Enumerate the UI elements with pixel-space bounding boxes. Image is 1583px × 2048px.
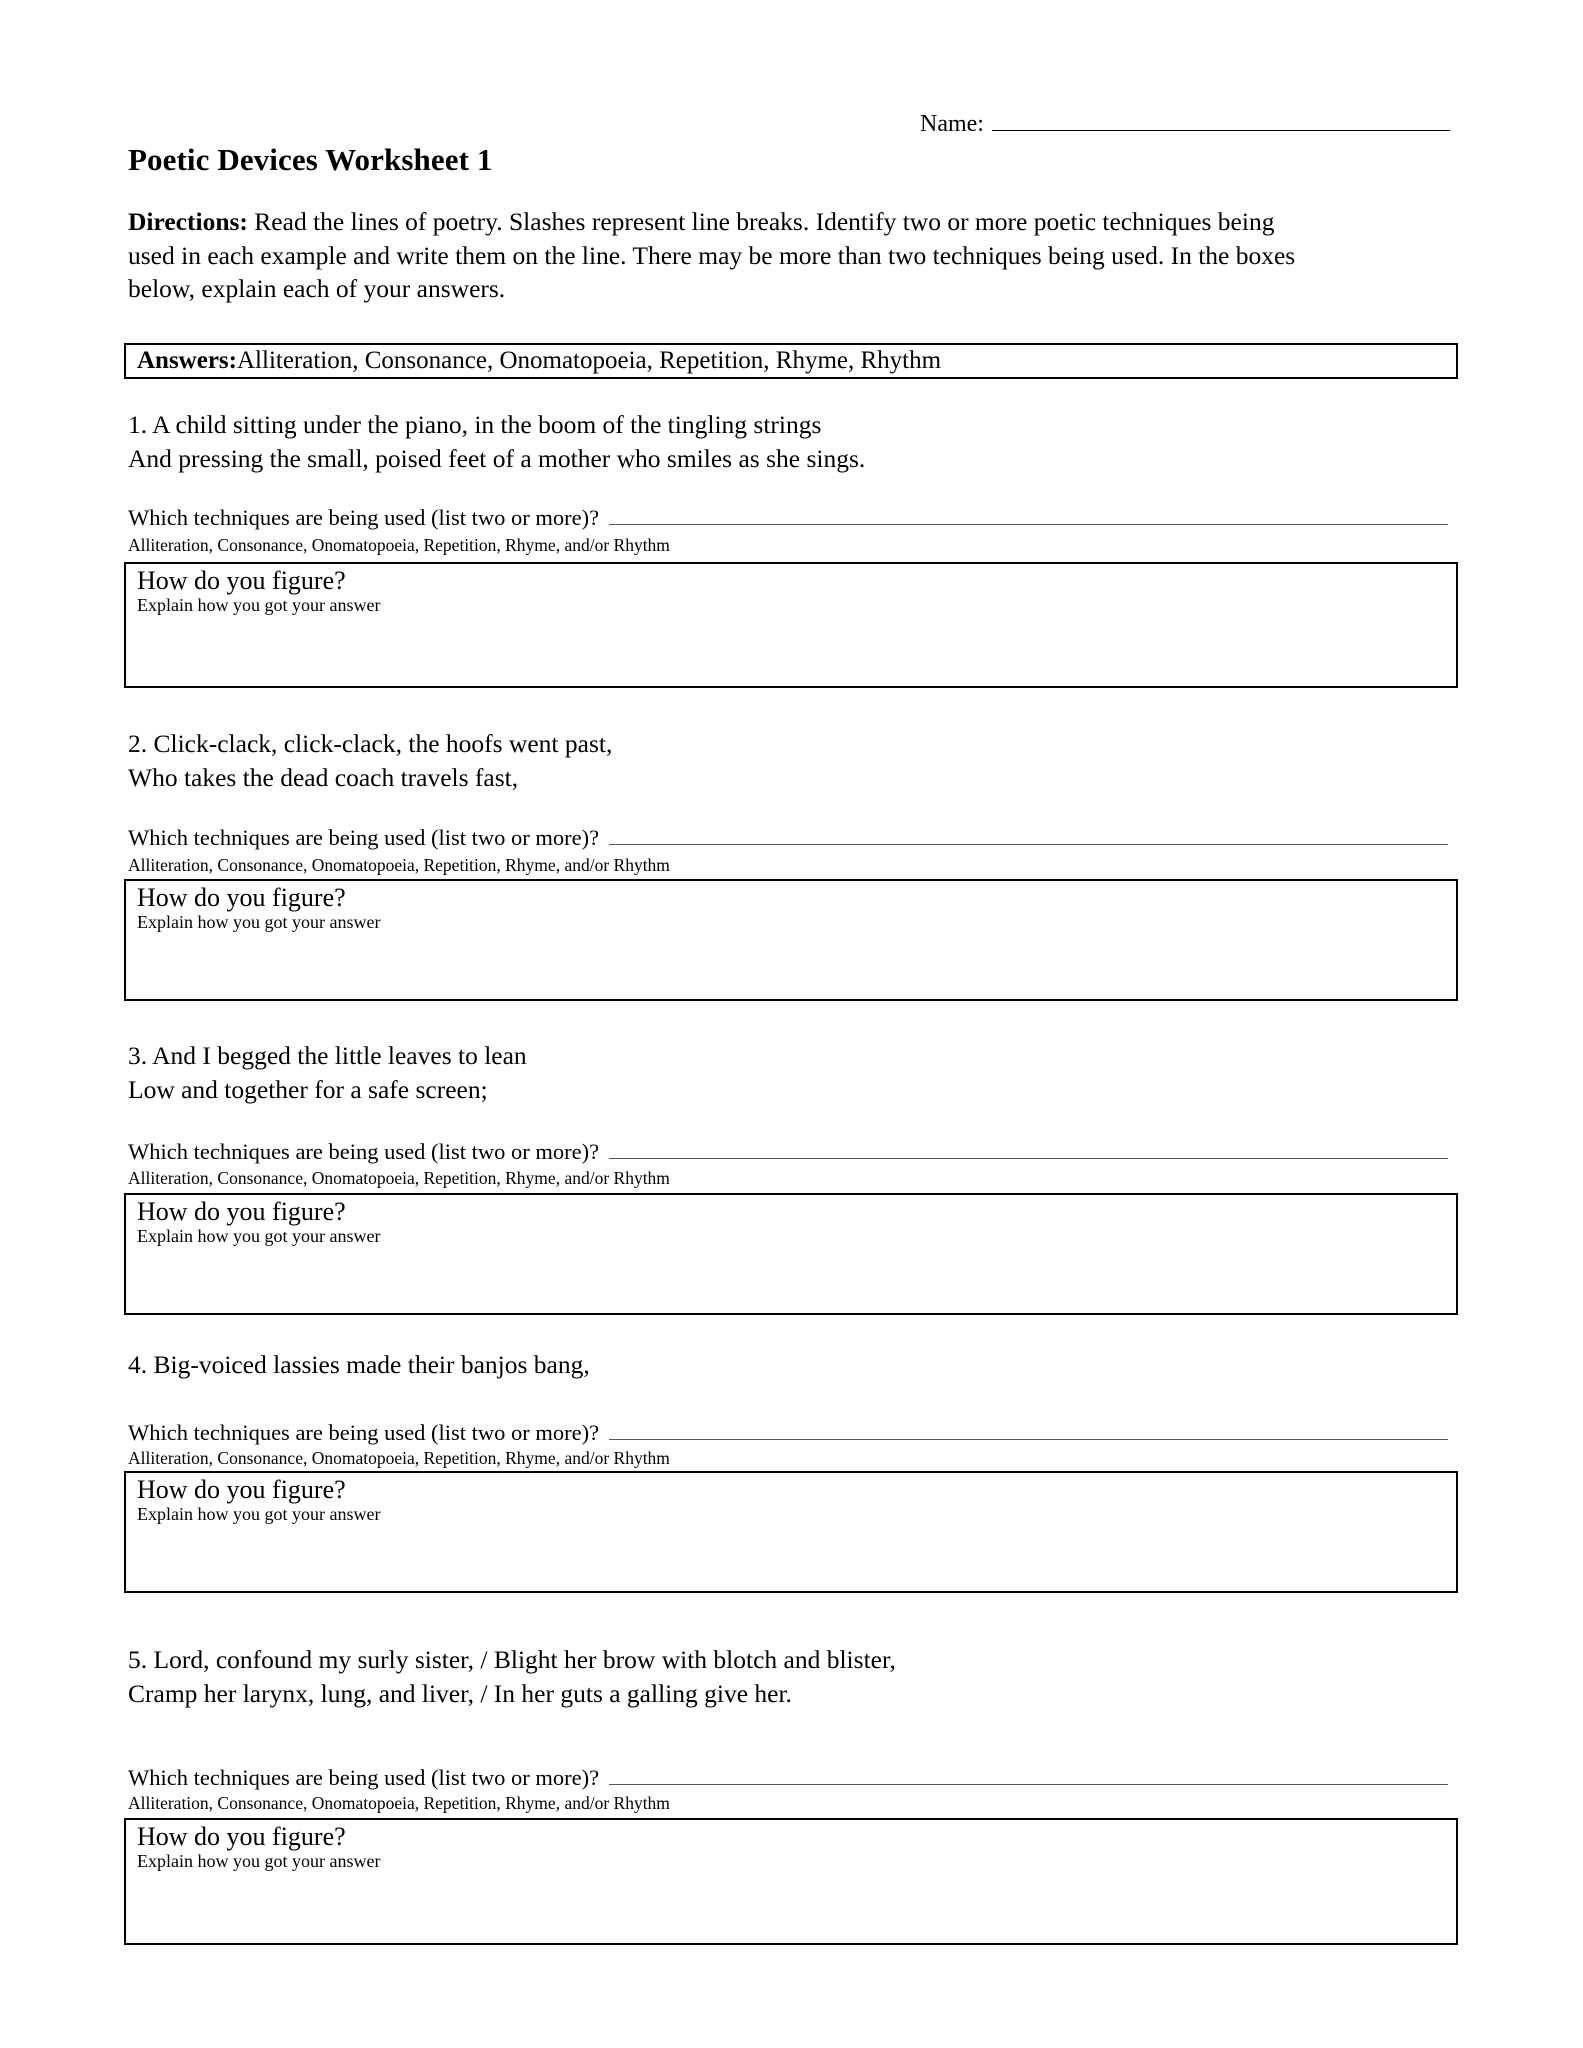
name-label: Name: — [920, 111, 984, 137]
directions-text: Read the lines of poetry. Slashes represent line breaks. Identify two or more poetic techniques being used in each example and write them on the line. There may be more than two techniques being used. In the boxes below, explain each of your answers. — [128, 207, 1296, 304]
technique-prompt-row-3 — [128, 1139, 1448, 1165]
technique-prompt-row-4 — [128, 1420, 1448, 1446]
explanation-box-4[interactable] — [124, 1471, 1458, 1593]
explanation-box-title: How do you figure? — [137, 1822, 346, 1851]
question-line: 2. Click-clack, click-clack, the hoofs went past, — [128, 729, 613, 758]
explanation-box-subtitle: Explain how you got your answer — [137, 1226, 381, 1247]
question-text-1 — [128, 408, 865, 476]
answer-bank-box — [124, 343, 1458, 379]
technique-prompt-row-2 — [128, 825, 1448, 851]
explanation-box-5[interactable] — [124, 1818, 1458, 1945]
technique-hint-5: Alliteration, Consonance, Onomatopoeia, Repetition, Rhyme, and/or Rhythm — [128, 1793, 670, 1813]
question-line: 4. Big-voiced lassies made their banjos bang, — [128, 1350, 590, 1379]
technique-hint-4: Alliteration, Consonance, Onomatopoeia, Repetition, Rhyme, and/or Rhythm — [128, 1448, 670, 1468]
question-text-3 — [128, 1039, 527, 1107]
explanation-box-1[interactable] — [124, 562, 1458, 688]
technique-prompt-label: Which techniques are being used (list two or more)? — [128, 1139, 600, 1164]
question-line: Cramp her larynx, lung, and liver, / In her guts a galling give her. — [128, 1678, 792, 1708]
explanation-box-subtitle: Explain how you got your answer — [137, 1851, 381, 1872]
technique-prompt-label: Which techniques are being used (list two or more)? — [128, 1420, 600, 1445]
name-field-row — [920, 110, 1450, 138]
technique-answer-input[interactable] — [609, 1768, 1448, 1785]
question-text-5 — [128, 1643, 896, 1711]
technique-hint-2: Alliteration, Consonance, Onomatopoeia, Repetition, Rhyme, and/or Rhythm — [128, 855, 670, 875]
page-title: Poetic Devices Worksheet 1 — [128, 142, 493, 177]
question-line: Low and together for a safe screen; — [128, 1074, 488, 1104]
technique-prompt-label: Which techniques are being used (list two or more)? — [128, 1765, 600, 1790]
technique-answer-input[interactable] — [609, 1423, 1448, 1440]
explanation-box-2[interactable] — [124, 879, 1458, 1001]
name-input-rule[interactable] — [992, 110, 1450, 131]
answer-bank-label: Answers: — [137, 347, 237, 374]
question-text-2 — [128, 727, 612, 795]
technique-hint-3: Alliteration, Consonance, Onomatopoeia, Repetition, Rhyme, and/or Rhythm — [128, 1168, 670, 1188]
answer-bank-text: Alliteration, Consonance, Onomatopoeia, Repetition, Rhyme, Rhythm — [237, 347, 942, 374]
question-line: 1. A child sitting under the piano, in the boom of the tingling strings — [128, 410, 822, 439]
technique-answer-input[interactable] — [609, 828, 1448, 845]
technique-prompt-row-1 — [128, 505, 1448, 531]
question-line: 5. Lord, confound my surly sister, / Blight her brow with blotch and blister, — [128, 1645, 896, 1674]
technique-prompt-row-5 — [128, 1765, 1448, 1791]
question-line: Who takes the dead coach travels fast, — [128, 762, 519, 792]
explanation-box-3[interactable] — [124, 1193, 1458, 1315]
question-line: And pressing the small, poised feet of a mother who smiles as she sings. — [128, 443, 866, 473]
directions-paragraph — [128, 205, 1318, 306]
explanation-box-title: How do you figure? — [137, 1197, 346, 1226]
technique-prompt-label: Which techniques are being used (list two or more)? — [128, 825, 600, 850]
technique-prompt-label: Which techniques are being used (list two or more)? — [128, 505, 600, 530]
explanation-box-title: How do you figure? — [137, 1475, 346, 1504]
explanation-box-subtitle: Explain how you got your answer — [137, 595, 381, 616]
technique-answer-input[interactable] — [609, 508, 1448, 525]
explanation-box-subtitle: Explain how you got your answer — [137, 912, 381, 933]
explanation-box-subtitle: Explain how you got your answer — [137, 1504, 381, 1525]
explanation-box-title: How do you figure? — [137, 883, 346, 912]
question-line: 3. And I begged the little leaves to lean — [128, 1041, 527, 1070]
question-text-4 — [128, 1348, 590, 1382]
technique-hint-1: Alliteration, Consonance, Onomatopoeia, Repetition, Rhyme, and/or Rhythm — [128, 535, 670, 555]
explanation-box-title: How do you figure? — [137, 566, 346, 595]
technique-answer-input[interactable] — [609, 1142, 1448, 1159]
directions-label: Directions: — [128, 207, 248, 236]
